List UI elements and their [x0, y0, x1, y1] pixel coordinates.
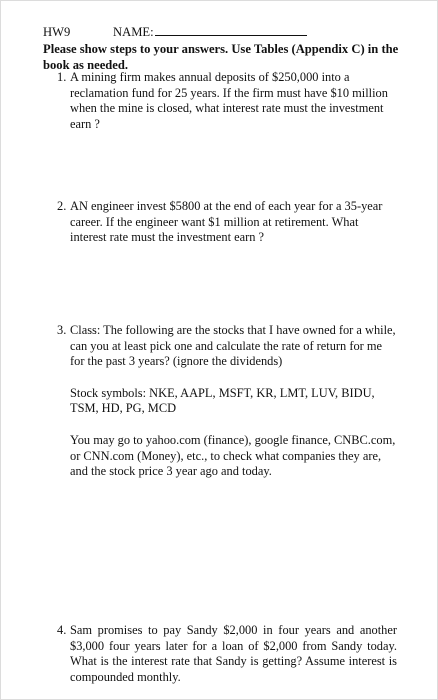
question-number: 2. [57, 199, 67, 213]
header [43, 24, 307, 41]
homework-label: HW9 [43, 25, 71, 39]
question-text: AN engineer invest $5800 at the end of each year for a 35-year career. If the engineer want $1 million at retirement. What interest rate must the investment earn ? [70, 199, 383, 245]
question-number: 1. [57, 70, 67, 84]
question-text: Sam promises to pay Sandy $2,000 in four years and another $3,000 four years later for a loan of $2,000 from Sandy today. What is the interest rate that Sandy is getting? Assume interest is compounded monthly. [70, 623, 397, 684]
question-number: 3. [57, 323, 67, 337]
question-number: 4. [57, 623, 67, 637]
question-2 [57, 199, 397, 246]
name-blank-line [155, 24, 307, 36]
question-note: You may go to yahoo.com (finance), google finance, CNBC.com, or CNN.com (Money), etc., to check what companies they are, and the stock price 3 year ago and today. [70, 432, 396, 479]
instructions: Please show steps to your answers. Use Tables (Appendix C) in the book as needed. [43, 42, 399, 72]
stock-symbols: Stock symbols: NKE, AAPL, MSFT, KR, LMT, LUV, BIDU, TSM, HD, PG, MCD [70, 385, 375, 416]
question-3 [57, 323, 397, 480]
question-text: Class: The following are the stocks that I have owned for a while, can you at least pick one and calculate the rate of return for me for the past 3 years? (ignore the dividends) [70, 323, 396, 369]
question-4 [57, 623, 397, 685]
name-label: NAME: [113, 25, 154, 39]
question-text: A mining firm makes annual deposits of $250,000 into a reclamation fund for 25 years. If the firm must have $10 million when the mine is closed, what interest rate must the investment earn ? [70, 70, 388, 131]
question-1 [57, 70, 397, 132]
